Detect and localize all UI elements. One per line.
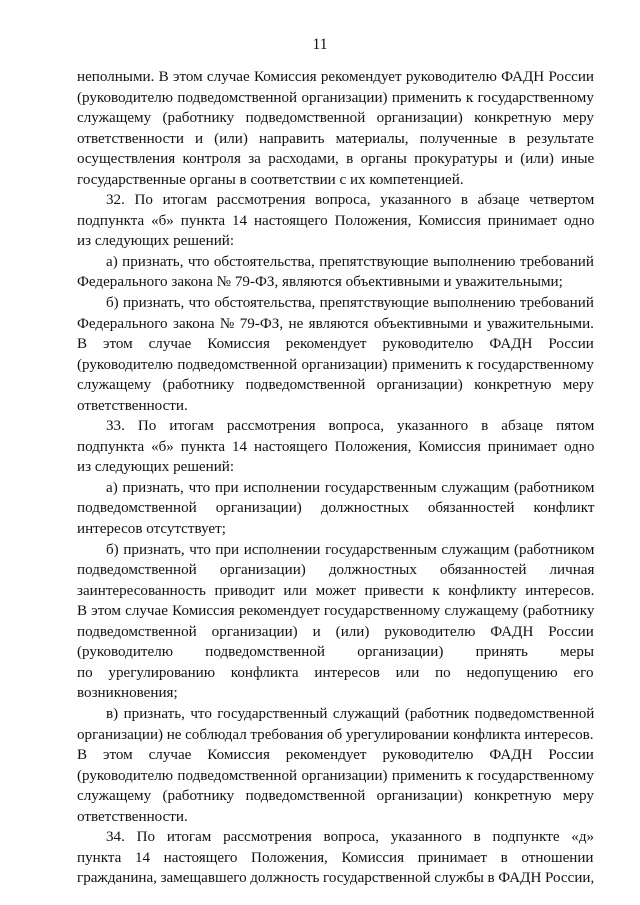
text-line: б) признать, что при исполнении государственным служащим (работником (106, 541, 595, 558)
text-line: 33. По итогам рассмотрения вопроса, указанного в абзаце пятом (106, 418, 595, 435)
text-line: служащему (работнику подведомственной организации) конкретную меру (77, 377, 594, 394)
text-line: служащему (работнику подведомственной организации) конкретную меру (77, 110, 594, 127)
text-line: заинтересованность приводит или может привести к конфликту интересов. (77, 582, 595, 599)
paragraph (77, 252, 594, 293)
text-line: интересов отсутствует; (77, 521, 226, 538)
text-line: неполными. В этом случае Комиссия рекомендует руководителю ФАДН России (77, 69, 594, 85)
paragraph (77, 827, 594, 889)
text-line: пункта 14 настоящего Положения, Комиссия принимает в отношении (77, 849, 594, 866)
text-line: (руководителю подведомственной организации) применить к государственному (77, 356, 594, 373)
text-line: 34. По итогам рассмотрения вопроса, указанного в подпункте «д» (106, 829, 595, 846)
text-line: ответственности. (77, 397, 188, 414)
text-line: подпункта «б» пункта 14 настоящего Положения, Комиссия принимает одно (77, 438, 595, 455)
page-number: 11 (312, 36, 328, 53)
document-body (77, 67, 594, 889)
text-line: В этом случае Комиссия рекомендует государственному служащему (работнику (77, 603, 595, 620)
text-line: по урегулированию конфликта интересов или по недопущению его (77, 664, 594, 681)
text-line: (руководителю подведомственной организации) применить к государственному (77, 89, 594, 106)
text-line: подпункта «б» пункта 14 настоящего Положения, Комиссия принимает одно (77, 212, 595, 229)
text-line: из следующих решений: (77, 233, 235, 250)
text-line: (руководителю подведомственной организации) принять меры (77, 644, 595, 661)
text-line: гражданина, замещавшего должность государственной службы в ФАДН России, (77, 870, 595, 887)
text-line: В этом случае Комиссия рекомендует руководителю ФАДН России (77, 336, 594, 353)
text-line: организации) не соблюдал требования об урегулировании конфликта интересов. (77, 726, 594, 743)
text-line: Федерального закона № 79-ФЗ, не являются объективными и уважительными. (77, 315, 594, 332)
paragraph (77, 190, 594, 252)
paragraph (77, 293, 594, 416)
text-line: подведомственной организации) и (или) руководителю ФАДН России (77, 623, 594, 640)
text-line: возникновения; (77, 685, 178, 702)
text-line: ответственности. (77, 808, 188, 825)
paragraph (77, 416, 594, 478)
text-line: ответственности и (или) направить материалы, полученные в результате (77, 130, 594, 147)
paragraph (77, 540, 594, 704)
text-line: осуществления контроля за расходами, в органы прокуратуры и (или) иные (77, 151, 595, 168)
text-line: В этом случае Комиссия рекомендует руководителю ФАДН России (77, 747, 594, 764)
text-line: подведомственной организации) должностных обязанностей личная (77, 562, 595, 579)
text-line: государственные органы в соответствии с их компетенцией. (77, 171, 464, 188)
paragraph (77, 67, 594, 190)
text-line: б) признать, что обстоятельства, препятствующие выполнению требований (106, 295, 594, 312)
text-line: а) признать, что обстоятельства, препятствующие выполнению требований (106, 253, 594, 270)
text-line: (руководителю подведомственной организации) применить к государственному (77, 767, 594, 784)
text-line: из следующих решений: (77, 459, 235, 476)
text-line: служащему (работнику подведомственной организации) конкретную меру (77, 788, 594, 805)
text-line: 32. По итогам рассмотрения вопроса, указанного в абзаце четвертом (106, 192, 595, 209)
text-line: в) признать, что государственный служащий (работник подведомственной (106, 705, 595, 722)
text-line: а) признать, что при исполнении государственным служащим (работником (106, 479, 595, 496)
text-line: Федерального закона № 79-ФЗ, являются объективными и уважительными; (77, 274, 563, 291)
text-line: подведомственной организации) должностных обязанностей конфликт (77, 500, 595, 517)
paragraph (77, 704, 594, 827)
paragraph (77, 478, 594, 540)
